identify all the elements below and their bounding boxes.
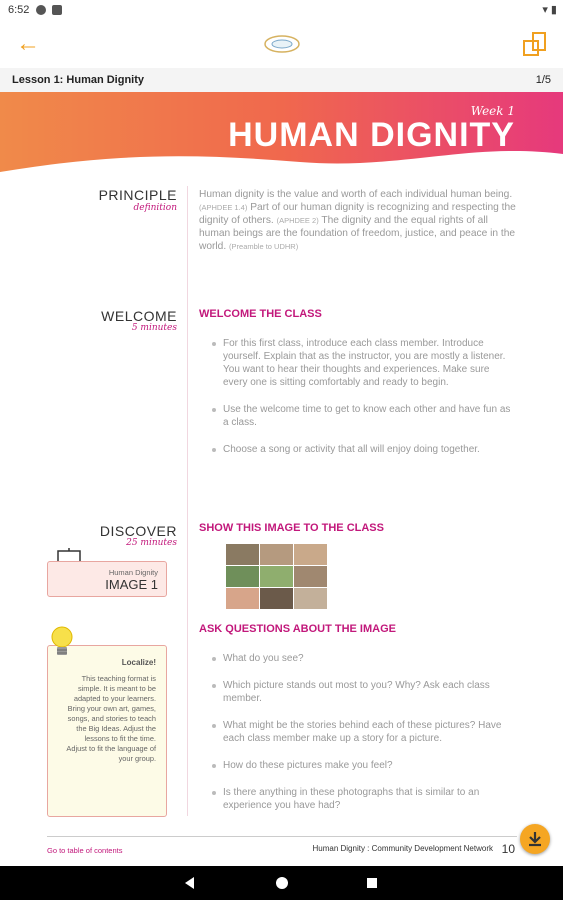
sd-card-icon: [52, 5, 62, 15]
list-item: How do these pictures make you feel?: [199, 759, 513, 772]
principle-ref-2: (APHDEE 2): [276, 216, 319, 225]
discover-label: DISCOVER: [99, 523, 177, 539]
welcome-sub: 5 minutes: [131, 323, 177, 333]
lesson-heading: HUMAN DIGNITY: [228, 116, 515, 154]
footer-divider: [47, 836, 517, 837]
list-item: For this first class, introduce each class member. Introduce yourself. Explain that as the instructor, you are mostly a listener. You want to hear their thoughts and experiences. Make sure every one is sitting comfortably and ready to begin.: [199, 337, 513, 389]
list-item: Choose a song or activity that all will enjoy doing together.: [199, 443, 513, 456]
status-bar: [0, 0, 563, 20]
lesson-bar: [0, 68, 563, 93]
image-card[interactable]: [47, 561, 167, 597]
localize-card: [47, 645, 167, 817]
list-item: What do you see?: [199, 652, 513, 665]
localize-text: This teaching format is simple. It is meant to be adapted to your learners. Bring your own art, games, songs, and stories to teach the Big Ideas. Adjust the lessons to fit the time. Adjust to fit the language of your group.: [66, 674, 156, 763]
list-item: What might be the stories behind each of these pictures? Have each class member make up a story for a picture.: [199, 719, 513, 745]
welcome-label: WELCOME: [101, 308, 177, 324]
questions-heading: ASK QUESTIONS ABOUT THE IMAGE: [199, 623, 396, 635]
recents-nav-icon[interactable]: [364, 875, 380, 891]
photo-tile: [226, 588, 259, 609]
principle-ref-1: (APHDEE 1.4): [199, 203, 248, 212]
list-item: Which picture stands out most to you? Why? Ask each class member.: [199, 679, 513, 705]
principle-text-2: Part of our human dignity is recognizing and respecting the dignity of others.: [199, 202, 516, 226]
app-bar: [0, 20, 563, 68]
download-button[interactable]: [520, 824, 550, 854]
principle-label: PRINCIPLE: [98, 187, 177, 203]
back-arrow-icon[interactable]: ←: [16, 30, 40, 57]
photo-tile: [294, 588, 327, 609]
week-label: Week 1: [470, 104, 515, 118]
principle-text-3: The dignity and the equal rights of all human beings are the foundation of freedom, justice, and peace in the world.: [199, 215, 516, 252]
column-divider: [187, 186, 188, 816]
welcome-list: [199, 337, 513, 470]
localize-title: Localize!: [121, 658, 156, 667]
list-item: Use the welcome time to get to know each other and have fun as a class.: [199, 403, 513, 429]
photo-tile: [294, 566, 327, 587]
photo-tile: [260, 588, 293, 609]
download-icon: [520, 824, 550, 854]
rotate-screen-icon[interactable]: [521, 30, 549, 58]
photo-tile: [260, 566, 293, 587]
principle-text-1: Human dignity is the value and worth of each individual human being.: [199, 189, 513, 200]
photo-tile: [294, 544, 327, 565]
show-image-heading: SHOW THIS IMAGE TO THE CLASS: [199, 522, 384, 534]
navigation-bar: [0, 866, 563, 900]
status-time: 6:52: [8, 4, 30, 16]
back-nav-icon[interactable]: [182, 875, 198, 891]
lesson-title: Lesson 1: Human Dignity: [12, 74, 145, 86]
photo-tile: [260, 544, 293, 565]
page-indicator: 1/5: [535, 74, 551, 86]
discover-sub: 25 minutes: [126, 538, 177, 548]
image-card-title: Human Dignity: [108, 568, 158, 577]
toc-link[interactable]: Go to table of contents: [47, 846, 123, 855]
image-card-number: IMAGE 1: [105, 577, 158, 592]
notification-icon: [36, 5, 46, 15]
footer-page-number: 10: [501, 842, 515, 856]
photo-tile: [226, 544, 259, 565]
footer-source: Human Dignity : Community Development Network: [312, 844, 493, 853]
signal-battery-icon: ▾ ▮: [542, 4, 557, 16]
app-logo-icon: [262, 32, 302, 56]
principle-text: [199, 188, 519, 253]
photo-collage[interactable]: [226, 544, 328, 610]
list-item: Is there anything in these photographs that is similar to an experience you have had?: [199, 786, 513, 812]
principle-ref-3: (Preamble to UDHR): [229, 242, 299, 251]
welcome-heading: WELCOME THE CLASS: [199, 308, 322, 320]
questions-list: [199, 652, 513, 826]
photo-tile: [226, 566, 259, 587]
lightbulb-icon: [49, 625, 75, 661]
home-nav-icon[interactable]: [274, 875, 290, 891]
principle-sub: definition: [133, 203, 177, 213]
